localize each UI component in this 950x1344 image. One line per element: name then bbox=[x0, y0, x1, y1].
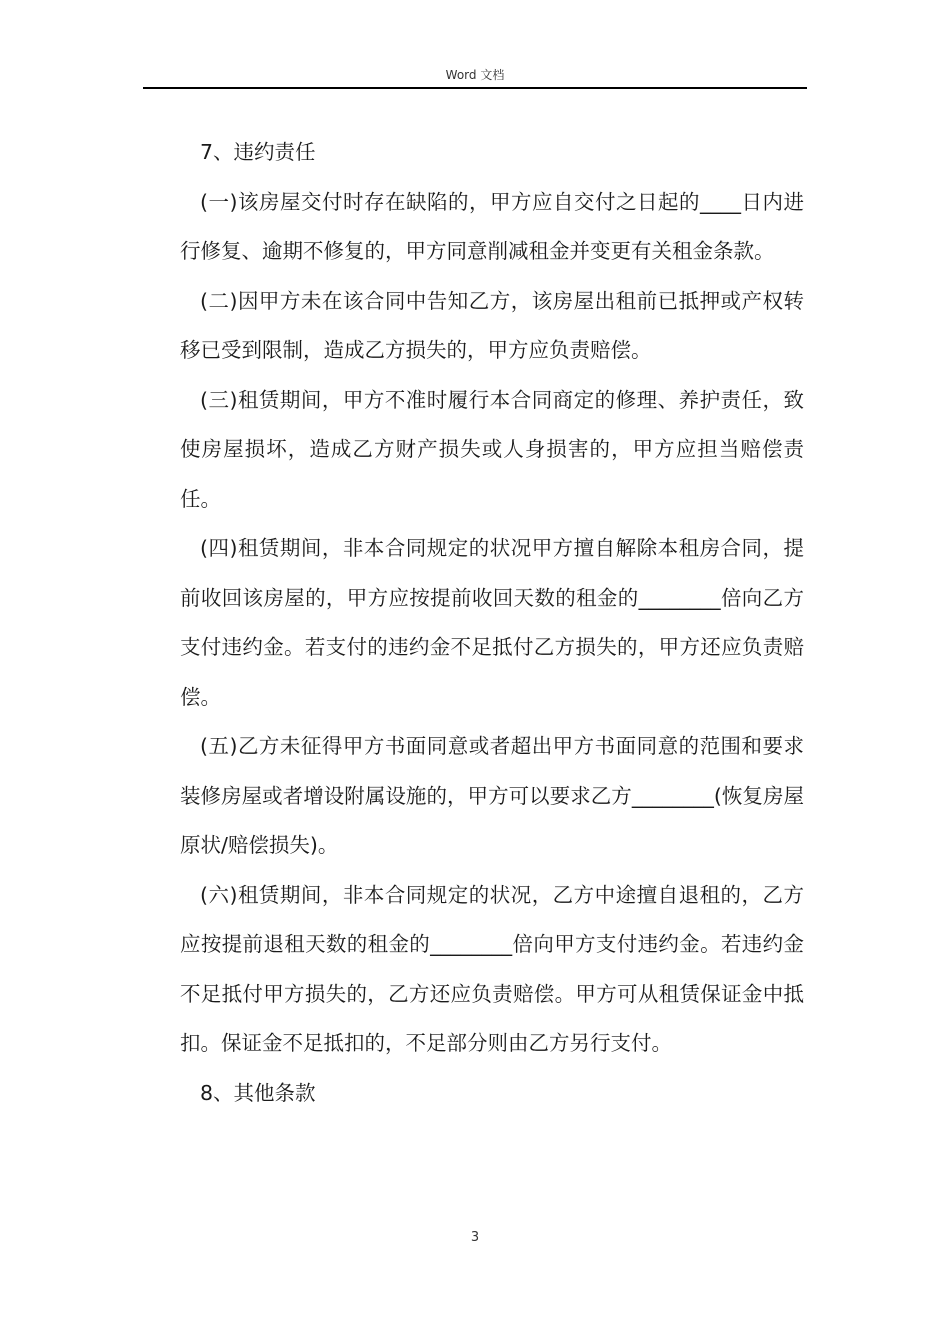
clause-4: (四)租赁期间，非本合同规定的状况甲方擅自解除本租房合同，提前收回该房屋的，甲方应按提前收回天数的租金的________倍向乙方支付违约金。若支付的违约金不足抵付乙方损失的，甲方还应负责赔偿。 bbox=[180, 536, 804, 709]
page-header: Word 文档 bbox=[445, 68, 505, 82]
clause-5: (五)乙方未征得甲方书面同意或者超出甲方书面同意的范围和要求装修房屋或者增设附属设施的，甲方可以要求乙方________(恢复房屋原状/赔偿损失)。 bbox=[180, 734, 804, 857]
header-divider bbox=[143, 87, 807, 89]
clause-1: (一)该房屋交付时存在缺陷的，甲方应自交付之日起的____日内进行修复、逾期不修复的，甲方同意削减租金并变更有关租金条款。 bbox=[180, 189, 804, 263]
document-body bbox=[180, 128, 804, 1118]
section-heading-breach: 7、违约责任 bbox=[200, 140, 316, 164]
clause-2: (二)因甲方未在该合同中告知乙方，该房屋出租前已抵押或产权转移已受到限制，造成乙方损失的，甲方应负责赔偿。 bbox=[180, 288, 804, 362]
section-heading-other: 8、其他条款 bbox=[200, 1080, 316, 1105]
page-number: 3 bbox=[470, 1230, 480, 1245]
clause-6: (六)租赁期间，非本合同规定的状况，乙方中途擅自退租的，乙方应按提前退租天数的租金的________倍向甲方支付违约金。若违约金不足抵付甲方损失的，乙方还应负责赔偿。甲方可从租赁保证金中抵扣。保证金不足抵扣的，不足部分则由乙方另行支付。 bbox=[180, 882, 804, 1055]
clause-3: (三)租赁期间，甲方不准时履行本合同商定的修理、养护责任，致使房屋损坏，造成乙方财产损失或人身损害的，甲方应担当赔偿责任。 bbox=[180, 387, 804, 511]
